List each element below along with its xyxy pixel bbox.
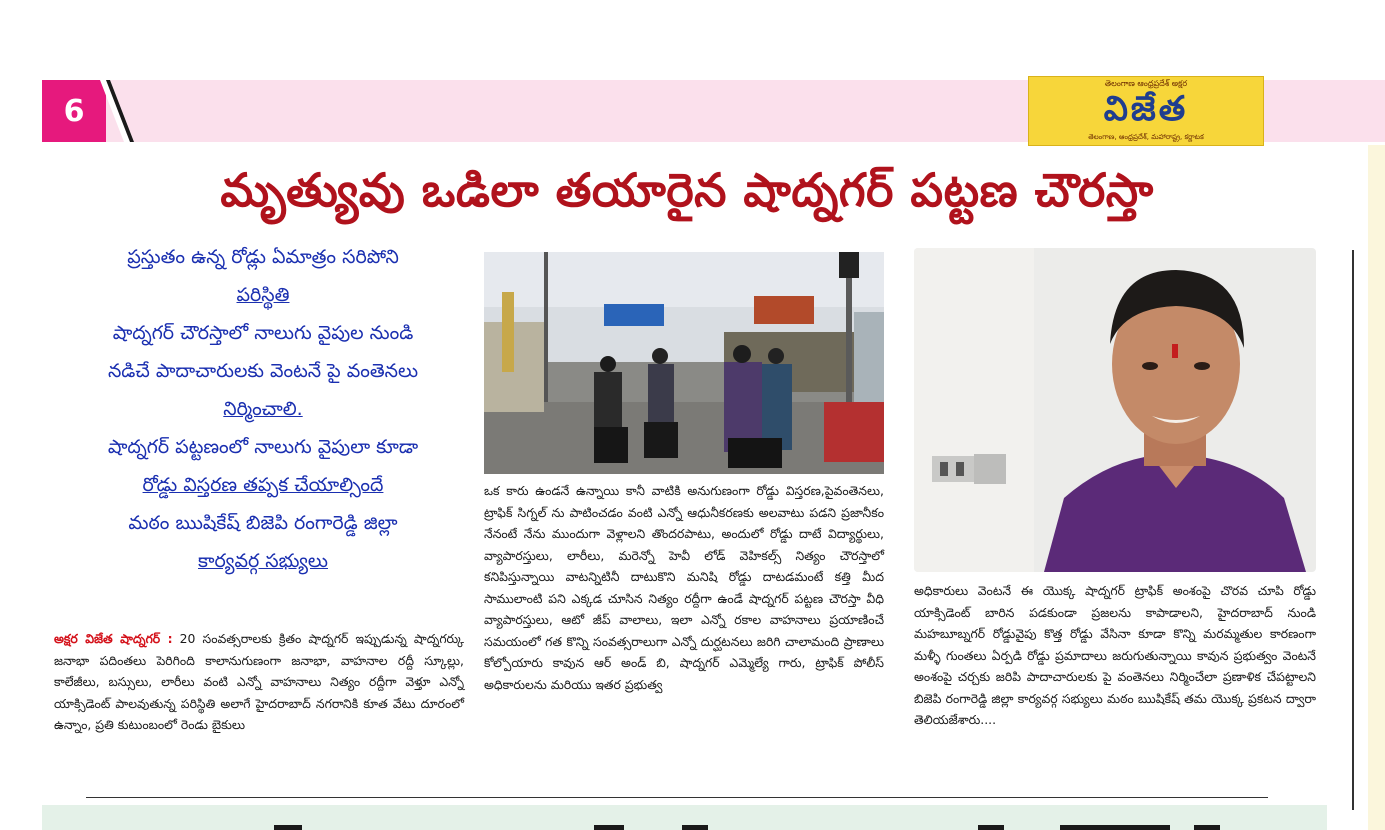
lead-line: నిర్మించాలి. bbox=[223, 398, 303, 420]
page-number-slash bbox=[100, 80, 136, 142]
article-column-3: అధికారులు వెంటనే ఈ యొక్క షాద్నగర్ ట్రాఫిక్ అంశంపై చొరవ చూపి రోడ్డు యాక్సిడెంట్ బారిన పడకుండా ప్రజలను కాపాడాలని, హైదరాబాద్ నుండి మహబూబ్నగర్ రోడ్డువైపు కొత్త రోడ్డు వేసినా కూడా కొన్ని మరమ్మతుల కారణంగా మళ్ళీ గుంతలు ఏర్పడి రోడ్డు ప్రమాదాలు జరుగుతున్నాయి కావున ప్రభుత్వం వెంటనే అంశంపై చర్చకు జరిపి పాదాచారులకు పై వంతెనలు నిర్మించేలా ప్రణాళిక చేపట్టాలని బిజెపి రంగారెడ్డి జిల్లా కార్యవర్గ సభ్యులు మఠం ఋషికేష్ తమ యొక్క ప్రకటన ద్వారా తెలియజేశారు.... bbox=[914, 583, 1316, 727]
lead-line: నడిచే పాదాచారులకు వెంటనే పై వంతెనలు bbox=[107, 360, 419, 382]
next-headline-glyph bbox=[978, 825, 1004, 830]
byline: అక్షర విజేత షాద్నగర్ : bbox=[54, 631, 173, 646]
lead-line: కార్యవర్గ సభ్యులు bbox=[198, 550, 328, 572]
lead-line: రోడ్డు విస్తరణ తప్పక చేయాల్సిందే bbox=[142, 474, 384, 496]
logo-tagline-bottom: తెలంగాణ, ఆంధ్రప్రదేశ్, మహారాష్ట్ర, కర్ణాటక bbox=[1088, 133, 1204, 141]
article-column-1 bbox=[54, 628, 464, 736]
article-headline: మృత్యువు ఒడిలా తయారైన షాద్నగర్ పట్టణ చౌరస్తా bbox=[220, 163, 1154, 217]
lead-line: షాద్నగర్ చౌరస్తాలో నాలుగు వైపుల నుండి bbox=[112, 322, 414, 344]
newspaper-logo bbox=[1028, 76, 1264, 146]
next-headline-glyph bbox=[682, 825, 708, 830]
bottom-rule bbox=[86, 797, 1268, 798]
lead-line: మఠం ఋషికేష్ బిజెపి రంగారెడ్డి జిల్లా bbox=[128, 512, 398, 534]
next-headline-glyph bbox=[274, 825, 302, 830]
portrait-photo bbox=[914, 248, 1316, 572]
column-divider bbox=[1352, 250, 1354, 810]
page-number: 6 bbox=[42, 80, 106, 142]
next-headline-glyph bbox=[1194, 825, 1220, 830]
adjacent-page-strip bbox=[1368, 145, 1385, 830]
column-1-text: 20 సంవత్సరాలకు క్రితం షాద్నగర్ ఇప్పుడున్న షాద్నగర్కు జనాభా పదింతలు పెరిగింది కాలానుగుణంగా జనాభా, వాహనాల రద్దీ స్కూల్లు, కాలేజీలు, బస్సులు, లారీలు వంటి ఎన్నో వాహనాలు నిత్యం రద్దీగా వెళ్తూ ఎన్నో యాక్సిడెంట్ పాలవుతున్న పరిస్థితి అలాగే హైదరాబాద్ నగరానికి కూత వేటు దూరంలో ఉన్నాం, ప్రతి కుటుంబంలో రెండు బైకులు bbox=[54, 631, 464, 732]
next-headline-glyph bbox=[1060, 825, 1170, 830]
next-headline-glyph bbox=[594, 825, 624, 830]
article-column-2: ఒక కారు ఉండనే ఉన్నాయి కానీ వాటికి అనుగుణంగా రోడ్డు విస్తరణ,పైవంతెనలు, ట్రాఫిక్ సిగ్నల్ ను పాటించడం వంటి ఎన్నో ఆధునీకరణకు అలవాటు పడని ప్రజానీకం నేనంటే నేను ముందుగా వెళ్లాలని తొందరపాటు, అందులో రోడ్డు దాటే విద్యార్థులు, వ్యాపారస్తులు, లారీలు, మరెన్నో హెవీ లోడ్ వెహికల్స్ నిత్యం చౌరస్తాలో కనిపిస్తున్నాయి వాటన్నిటినీ దాటుకొని మనిషి రోడ్డు దాటడమంటే కత్తి మీద సాములాంటి పని ఎక్కడ చూసిన నిత్యం రద్దీగా ఉండే షాద్నగర్ పట్టణ చౌరస్తా వీధి వ్యాపారస్తులు, ఆటో జీప్ వాలాలు, ఇలా ఎన్నో రకాల వాహనాలు ప్రయాణించే సమయంలో గత కొన్ని సంవత్సరాలుగా ఎన్నో దుర్ఘటనలు జరిగి చాలామంది ప్రాణాలు కోల్పోయారు కావున ఆర్ అండ్ బి, షాద్నగర్ ఎమ్మెల్యే గారు, ట్రాఫిక్ పోలీస్ అధికారులను మరియు ఇతర ప్రభుత్వ bbox=[484, 483, 884, 692]
logo-tagline-top: తెలంగాణ ఆంధ్రప్రదేశ్ అక్షర bbox=[1104, 79, 1188, 88]
next-article-band bbox=[42, 805, 1327, 830]
lead-line: షాద్నగర్ పట్టణంలో నాలుగు వైపులా కూడా bbox=[107, 436, 419, 458]
lead-line: ప్రస్తుతం ఉన్న రోడ్లు ఏమాత్రం సరిపోని bbox=[127, 246, 399, 268]
lead-line: పరిస్థితి bbox=[236, 284, 290, 306]
lead-summary bbox=[58, 238, 468, 580]
logo-name: విజేత bbox=[1103, 89, 1189, 129]
traffic-junction-photo bbox=[484, 252, 884, 474]
